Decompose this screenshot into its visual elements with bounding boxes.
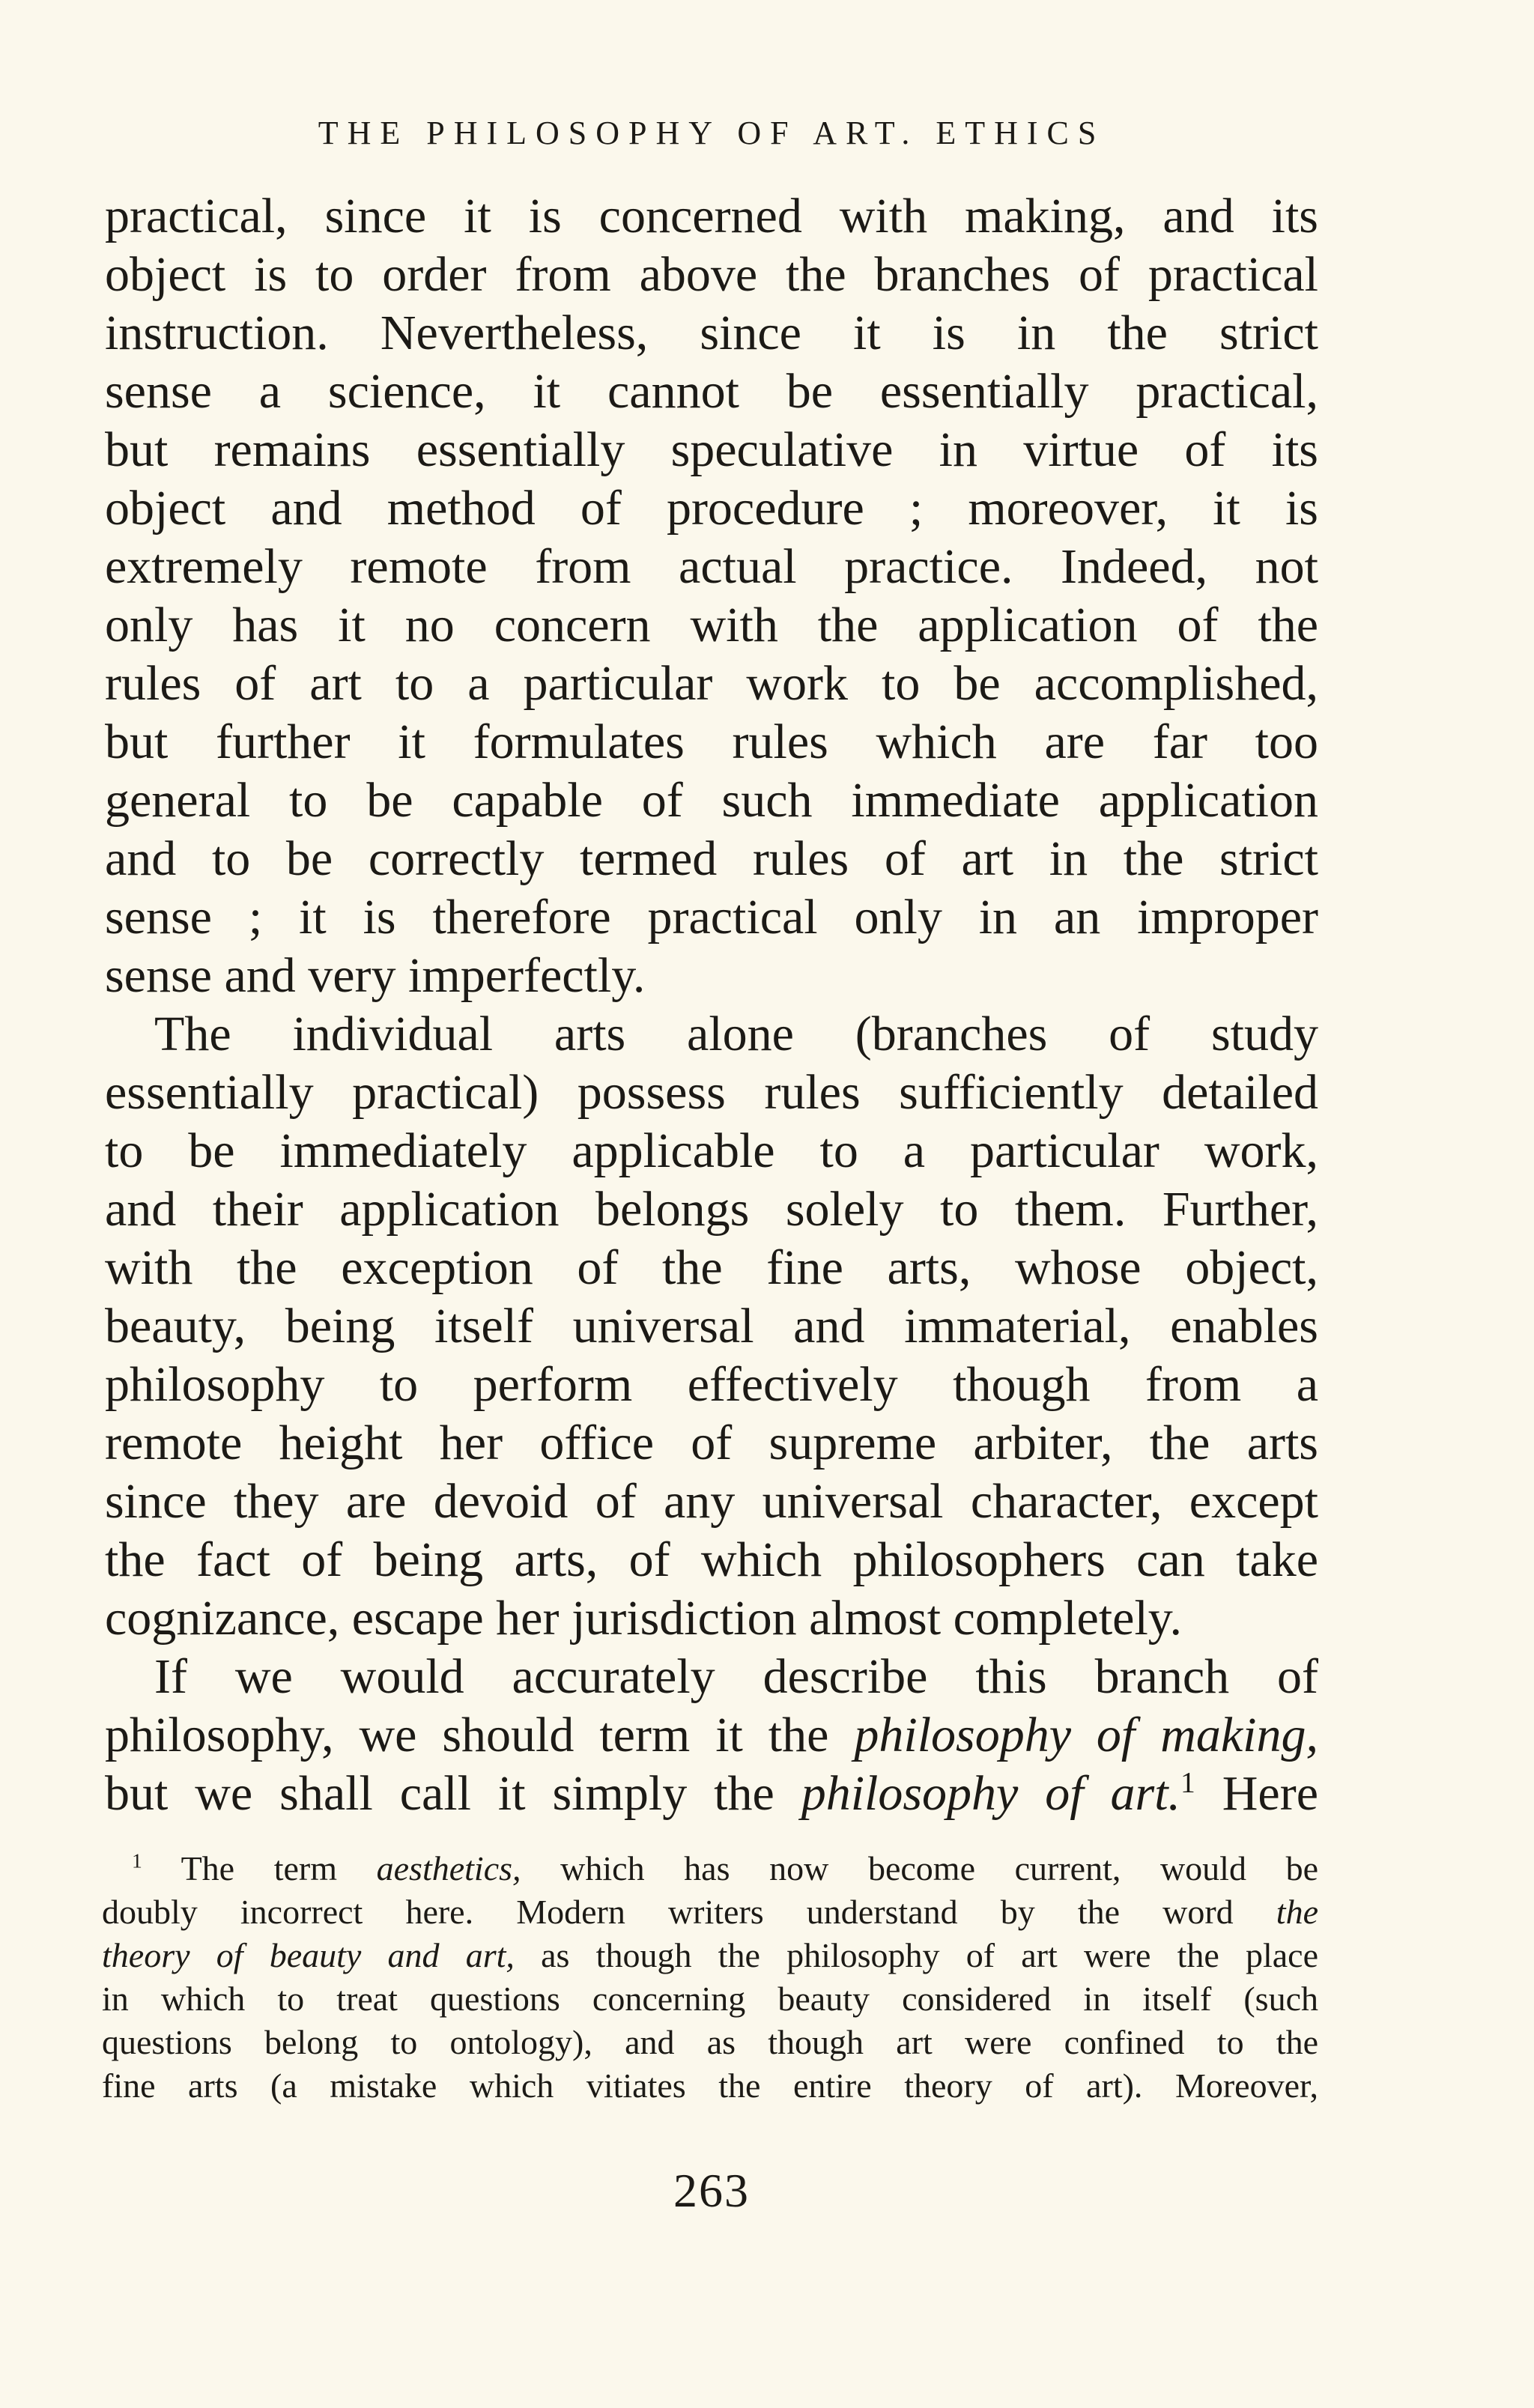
paragraph-2: [105, 1005, 1318, 1648]
text-run: philosophy, we should term it the: [105, 1708, 855, 1762]
text-line: but further it formulates rules which are far too: [105, 715, 1318, 769]
text-line: [105, 1765, 1318, 1823]
text-line: but remains essentially speculative in virtue of its: [105, 422, 1318, 477]
footnote-line: fine arts (a mistake which vitiates the entire theory of art). Moreover,: [102, 2066, 1318, 2105]
text-line: [105, 1706, 1318, 1765]
paragraph-1: [105, 187, 1318, 1005]
text-line: only has it no concern with the application of the: [105, 598, 1318, 652]
footnote: [102, 1847, 1318, 2108]
text-line: sense a science, it cannot be essentially practical,: [105, 364, 1318, 419]
footnote-line: [102, 1890, 1318, 1934]
text-line: to be immediately applicable to a particular work,: [105, 1123, 1318, 1178]
italic-phrase: the: [1276, 1893, 1318, 1931]
italic-phrase: theory of beauty and art,: [102, 1936, 515, 1974]
footnote-reference[interactable]: 1: [1180, 1765, 1195, 1799]
footnote-marker: 1: [132, 1849, 142, 1872]
text-run: doubly incorrect here. Modern writers understand by the word: [102, 1893, 1276, 1931]
text-line: sense ; it is therefore practical only in an improper: [105, 890, 1318, 944]
footnote-line: [102, 1847, 1318, 1890]
text-run: as though the philosophy of art were the place: [514, 1936, 1319, 1974]
text-line: object and method of procedure ; moreover, it is: [105, 481, 1318, 536]
text-run: Here: [1195, 1766, 1318, 1821]
page-number: 263: [673, 2164, 750, 2217]
text-line: practical, since it is concerned with making, and its: [105, 189, 1318, 243]
italic-phrase: aesthetics,: [376, 1849, 521, 1887]
text-line: philosophy to perform effectively though from a: [105, 1357, 1318, 1412]
text-line: since they are devoid of any universal character, except: [105, 1474, 1318, 1529]
italic-phrase: philosophy of art.: [801, 1766, 1181, 1821]
body-text: [105, 187, 1318, 1823]
text-line: instruction. Nevertheless, since it is in the strict: [105, 306, 1318, 360]
footnote-line: [102, 1934, 1318, 1977]
footnote-line: in which to treat questions concerning beauty considered in itself (such: [102, 1980, 1318, 2018]
text-line: cognizance, escape her jurisdiction almost completely.: [105, 1591, 1183, 1646]
text-line: beauty, being itself universal and immaterial, enables: [105, 1299, 1318, 1353]
text-line: remote height her office of supreme arbiter, the arts: [105, 1416, 1318, 1470]
text-line: object is to order from above the branches of practical: [105, 247, 1318, 302]
text-line: the fact of being arts, of which philosophers can take: [105, 1532, 1318, 1587]
text-line: If we would accurately describe this branch of: [154, 1649, 1318, 1704]
text-line: general to be capable of such immediate application: [105, 773, 1318, 828]
text-run: The term: [142, 1849, 377, 1887]
paragraph-3: [105, 1648, 1318, 1823]
text-line: essentially practical) possess rules sufficiently detailed: [105, 1065, 1318, 1120]
text-line: The individual arts alone (branches of study: [154, 1007, 1318, 1061]
footnote-line: questions belong to ontology), and as though art were confined to the: [102, 2023, 1318, 2061]
text-line: sense and very imperfectly.: [105, 948, 646, 1003]
text-line: extremely remote from actual practice. Indeed, not: [105, 539, 1318, 594]
text-line: rules of art to a particular work to be accomplished,: [105, 656, 1318, 711]
running-head: THE PHILOSOPHY OF ART. ETHICS: [318, 115, 1106, 151]
text-line: with the exception of the fine arts, whose object,: [105, 1240, 1318, 1295]
italic-phrase: philosophy of making,: [854, 1708, 1318, 1762]
text-line: and to be correctly termed rules of art in the strict: [105, 831, 1318, 886]
text-run: which has now become current, would be: [521, 1849, 1318, 1887]
text-run: but we shall call it simply the: [105, 1766, 801, 1821]
text-line: and their application belongs solely to them. Further,: [105, 1182, 1318, 1237]
